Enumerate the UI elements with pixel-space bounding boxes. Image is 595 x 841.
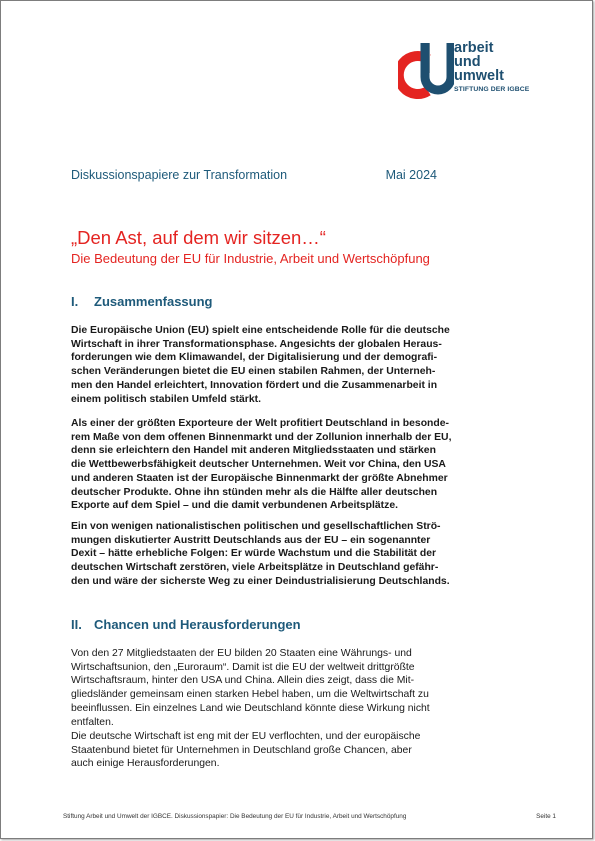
summary-paragraph-1 [71,324,461,406]
text-line: auch einige Herausforderungen. [71,758,220,770]
text-line: den und wäre der sicherste Weg zu einer Deindustrialisierung Deutschlands. [71,575,450,587]
text-line: Exporte auf dem Spiel – und die damit verbundenen Arbeitsplätze. [71,500,398,512]
section-number: II. [71,617,82,632]
text-line: deutscher Produkte. Ohne ihn stünden mehr als die Hälfte aller deutschen [71,486,438,498]
text-line: Dexit – hätte erhebliche Folgen: Er würde Wachstum und die Stabilität der [71,548,437,560]
text-line: Ein von wenigen nationalistischen politischen und gesellschaftlichen Strö- [71,521,441,532]
footer-citation: Stiftung Arbeit und Umwelt der IGBCE. Diskussionspapier: Die Bedeutung der EU für Industrie, Arbeit und Wertschöpfung [63,813,407,820]
text-line: Von den 27 Mitgliedstaaten der EU bilden 20 Staaten eine Währungs- und [71,648,412,659]
text-line: und anderen Staaten ist der Europäische Binnenmarkt der größte Abnehmer [71,472,448,484]
page-number: Seite 1 [536,813,556,820]
publication-date: Mai 2024 [385,168,437,182]
summary-paragraph-2 [71,417,461,513]
logo-subline: STIFTUNG DER IGBCE [454,86,530,93]
text-line: men den Handel erleichtert, Innovation fördert und die Zusammenarbeit in [71,379,438,391]
text-line: Als einer der größten Exporteure der Welt profitiert Deutschland in besonde- [71,418,449,429]
logo-word-und: und [454,54,481,70]
text-line: Die deutsche Wirtschaft ist eng mit der EU verflochten, und der europäische [71,731,421,742]
text-line: einem politisch stabilen Umfeld stärkt. [71,393,261,405]
section-heading-summary [71,294,212,309]
text-line: gliedsländer gemeinsam einen starken Hebel haben, um die Weltwirtschaft zu [71,689,429,701]
summary-paragraph-3 [71,520,461,589]
text-line: deutschen Wirtschaft zerstören, viele Arbeitsplätze in Deutschland gefähr- [71,562,439,574]
text-line: rem Maße von dem offenen Binnenmarkt und der Zollunion innerhalb der EU, [71,431,452,443]
text-line: die Wettbewerbsfähigkeit deutscher Unternehmen. Weit vor China, den USA [71,459,446,471]
section-heading-opportunities [71,617,301,632]
text-line: schen Veränderungen bietet die EU einen stabilen Rahmen, der Unterneh- [71,366,436,378]
text-line: forderungen wie dem Klimawandel, der Digitalisierung und der demografi- [71,352,438,364]
section-number: I. [71,294,79,309]
text-line: Die Europäische Union (EU) spielt eine entscheidende Rolle für die deutsche [71,325,450,336]
text-line: denn sie erleichtern den Handel mit anderen Mitgliedsstaaten und stärken [71,445,436,457]
text-line: Wirtschaftsunion, den „Euroraum“. Damit ist die EU der weltweit drittgrößte [71,661,415,673]
foundation-logo [398,39,538,101]
section-title: Zusammenfassung [94,294,213,309]
logo-mark-icon [398,39,454,101]
opportunities-paragraph-1 [71,647,461,729]
text-line: mungen diskutierter Austritt Deutschlands aus der EU – ein sogenannter [71,534,431,546]
text-line: Wirtschaftsraum, hinter den USA und China. Allein dies zeigt, dass die Mit- [71,675,415,687]
opportunities-paragraph-2 [71,730,461,771]
text-line: Wirtschaft in ihrer Transformationsphase. Angesichts der globalen Heraus- [71,338,442,350]
document-title: „Den Ast, auf dem wir sitzen…“ [71,227,326,248]
section-title: Chancen und Herausforderungen [94,617,301,632]
logo-word-umwelt: umwelt [454,68,504,84]
text-line: entfalten. [71,716,114,728]
document-subtitle: Die Bedeutung der EU für Industrie, Arbeit und Wertschöpfung [71,251,430,266]
series-label: Diskussionspapiere zur Transformation [71,168,288,182]
text-line: beeinflussen. Ein einzelnes Land wie Deutschland könnte diese Wirkung nicht [71,702,430,714]
logo-word-arbeit: arbeit [454,40,494,56]
text-line: Staatenbund bietet für Unternehmen in Deutschland große Chancen, aber [71,744,412,756]
